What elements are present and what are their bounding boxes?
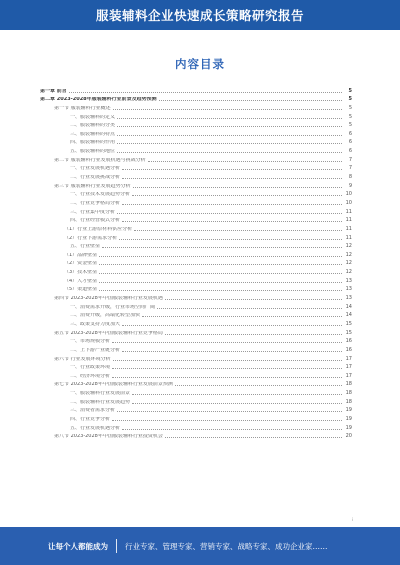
toc-entry[interactable] [40,258,352,267]
toc-leader-dots [142,316,342,317]
toc-leader-dots [117,152,342,153]
toc-leader-dots [113,360,342,361]
toc-entry-page: 18 [345,390,352,397]
toc-entry-label: 二、消费升级，高端化转型加快 [70,313,141,319]
toc-entry-label: 二、服装辅料行业发展趋势 [70,399,131,405]
toc-leader-dots [117,143,342,144]
toc-entry-page: 15 [345,329,352,336]
toc-entry[interactable] [40,327,352,336]
toc-leader-dots [99,256,342,257]
toc-entry-label: 二、服装辅料的分类 [70,123,116,129]
toc-entry-label: 第七节 2023-2028年中国服装辅料行业发展前景预测 [54,382,173,388]
toc-heading: 内容目录 [175,57,225,71]
toc-entry[interactable] [40,344,352,353]
toc-leader-dots [113,109,342,110]
toc-entry-page: 20 [345,433,352,440]
toc-entry-label: 四、行业经营模式分析 [70,218,121,224]
toc-entry[interactable] [40,145,352,154]
toc-entry-label: （1）品牌壁垒 [64,252,98,258]
toc-leader-dots [148,161,342,162]
toc-entry[interactable] [40,137,352,146]
toc-entry-label: 第六节 行业发展环境分析 [54,356,111,362]
toc-entry[interactable] [40,413,352,422]
toc-entry[interactable] [40,370,352,379]
toc-leader-dots [119,239,342,240]
toc-leader-dots [99,273,342,274]
toc-entry-page: 6 [348,148,352,155]
toc-entry-page: 17 [345,364,352,371]
table-of-contents [40,85,352,439]
toc-entry-page: 16 [345,338,352,345]
toc-entry[interactable] [40,362,352,371]
toc-leader-dots [112,368,342,369]
toc-entry-page: 5 [348,87,352,94]
toc-entry-label: 第一节 服装辅料行业概述 [54,105,111,111]
toc-entry-label: 二、行业竞争格局分析 [70,200,121,206]
toc-entry-page: 11 [345,217,352,224]
toc-entry[interactable] [40,120,352,129]
toc-entry-label: （4）人才壁垒 [64,278,98,284]
toc-leader-dots [112,377,342,378]
toc-entry[interactable] [40,310,352,319]
footer-slogan-right: 行业专家、管理专家、营销专家、战略专家、成功企业家…… [125,541,328,551]
toc-entry-label: 一、消费需求升级，行业市场空间广阔 [70,304,156,310]
toc-entry[interactable] [40,353,352,362]
toc-entry[interactable] [40,189,352,198]
toc-entry[interactable] [40,249,352,258]
toc-entry-label: 第一章 前言 [40,88,67,94]
toc-entry-label: 一、服装辅料的定义 [70,114,116,120]
toc-entry-page: 12 [345,251,352,258]
toc-leader-dots [102,247,342,248]
toc-entry[interactable] [40,111,352,120]
toc-entry-page: 15 [345,320,352,327]
toc-entry-label: 三、服装辅料的特点 [70,131,116,137]
toc-leader-dots [122,221,342,222]
toc-leader-dots [117,411,342,412]
footer-divider [116,539,117,553]
toc-entry-page: 9 [348,182,352,189]
toc-entry-page: 14 [345,312,352,319]
toc-leader-dots [122,169,342,170]
toc-leader-dots [122,325,342,326]
toc-entry-label: 四、行业竞争分析 [70,416,111,422]
toc-entry[interactable] [40,431,352,440]
toc-leader-dots [175,385,342,386]
toc-entry-page: 17 [345,355,352,362]
toc-entry-label: 二、行业发展挑战分析 [70,175,121,181]
toc-entry[interactable] [40,422,352,431]
toc-leader-dots [117,118,342,119]
toc-entry-page: 8 [348,174,352,181]
toc-entry-page: 6 [348,139,352,146]
toc-entry-page: 13 [345,277,352,284]
toc-entry-label: 五、行业壁垒 [70,244,101,250]
toc-leader-dots [122,429,342,430]
toc-entry-page: 16 [345,346,352,353]
toc-entry[interactable] [40,154,352,163]
toc-entry[interactable] [40,301,352,310]
toc-entry-page: 6 [348,130,352,137]
toc-entry-page: 10 [345,199,352,206]
toc-entry-label: 第三节 服装辅料行业发展趋势分析 [54,183,131,189]
toc-leader-dots [117,126,342,127]
toc-entry[interactable] [40,94,352,103]
toc-entry[interactable] [40,266,352,275]
toc-entry-page: 10 [345,191,352,198]
toc-entry[interactable] [40,128,352,137]
toc-entry[interactable] [40,171,352,180]
toc-entry-page: 19 [345,415,352,422]
toc-entry-page: 19 [345,424,352,431]
toc-entry-label: （2）资金壁垒 [64,261,98,267]
toc-entry[interactable] [40,241,352,250]
toc-entry[interactable] [40,232,352,241]
toc-leader-dots [69,92,342,93]
toc-leader-dots [112,420,342,421]
toc-leader-dots [117,135,342,136]
toc-entry-page: 12 [345,260,352,267]
toc-entry-label: 一、行业发展机遇分析 [70,166,121,172]
report-title: 服装辅料企业快速成长策略研究报告 [95,8,304,23]
toc-entry-page: 11 [345,234,352,241]
toc-leader-dots [165,334,342,335]
toc-entry-page: 5 [348,96,352,103]
toc-entry-page: 7 [348,165,352,172]
toc-entry-label: 四、服装辅料的作用 [70,140,116,146]
toc-entry-label: （3）技术壁垒 [64,270,98,276]
toc-entry-label: 第二章 2023-2028年服装辅料行业前景及趋势预测 [40,97,157,103]
toc-leader-dots [99,264,342,265]
toc-entry-page: 12 [345,243,352,250]
toc-entry-page: 13 [345,286,352,293]
toc-entry-page: 11 [345,208,352,215]
toc-entry[interactable] [40,85,352,94]
toc-leader-dots [165,437,342,438]
toc-entry-label: （1）行业上游原材料供应分析 [64,226,133,232]
toc-entry[interactable] [40,102,352,111]
toc-entry-page: 18 [345,398,352,405]
toc-entry-page: 18 [345,381,352,388]
toc-leader-dots [122,204,342,205]
toc-entry-label: 一、市场规模分析 [70,339,111,345]
toc-entry-label: 五、行业发展机遇分析 [70,425,121,431]
footer-slogan-left: 让每个人都能成为 [48,541,108,551]
toc-entry-label: 一、行业技术发展趋势分析 [70,192,131,198]
toc-entry[interactable] [40,387,352,396]
toc-entry-label: 一、服装辅料行业发展前景 [70,391,131,397]
toc-entry-page: 7 [348,156,352,163]
toc-entry-label: （5）渠道壁垒 [64,287,98,293]
toc-leader-dots [117,213,342,214]
toc-entry-label: 三、消费者需求分析 [70,408,116,414]
toc-entry-page: 19 [345,407,352,414]
footer-banner [0,527,400,565]
toc-entry-label: 第二节 服装辅料行业发展机遇与挑战分析 [54,157,146,163]
toc-entry-page: 14 [345,303,352,310]
toc-entry[interactable] [40,215,352,224]
toc-entry[interactable] [40,163,352,172]
toc-entry-label: 第四节 2023-2028年中国服装辅料行业发展机遇 [54,296,163,302]
toc-entry[interactable] [40,206,352,215]
toc-entry-page: 12 [345,269,352,276]
toc-leader-dots [122,178,342,179]
toc-entry[interactable] [40,197,352,206]
toc-entry-label: 第五节 2023-2028年中国服装辅料行业竞争格局 [54,330,163,336]
toc-entry[interactable] [40,396,352,405]
toc-leader-dots [134,230,342,231]
toc-entry[interactable] [40,275,352,284]
toc-entry-label: 二、上下游产业链分析 [70,347,121,353]
toc-leader-dots [132,195,342,196]
toc-entry[interactable] [40,405,352,414]
toc-leader-dots [99,290,342,291]
toc-leader-dots [99,282,342,283]
toc-leader-dots [132,403,342,404]
toc-entry-label: 第八节 2023-2028年中国服装辅料行业投资机会 [54,434,163,440]
toc-leader-dots [157,308,342,309]
toc-entry[interactable] [40,318,352,327]
toc-entry-page: 17 [345,372,352,379]
toc-entry-label: 二、经济环境分析 [70,373,111,379]
toc-entry-label: 三、行业集中度分析 [70,209,116,215]
toc-entry-page: 5 [348,104,352,111]
toc-entry[interactable] [40,292,352,301]
toc-entry[interactable] [40,336,352,345]
header-banner [0,0,400,30]
toc-entry-page: 13 [345,295,352,302]
toc-leader-dots [159,100,342,101]
toc-entry-page: 5 [348,113,352,120]
toc-leader-dots [122,351,342,352]
toc-entry-label: 一、行业政策环境 [70,365,111,371]
toc-entry[interactable] [40,379,352,388]
toc-entry-page: 5 [348,122,352,129]
toc-leader-dots [112,342,342,343]
page-number: i [351,517,353,522]
toc-entry[interactable] [40,284,352,293]
toc-entry-page: 11 [345,225,352,232]
toc-leader-dots [132,394,342,395]
toc-entry-label: 五、服装辅料的地位 [70,149,116,155]
toc-entry[interactable] [40,223,352,232]
toc-entry[interactable] [40,180,352,189]
toc-leader-dots [165,299,342,300]
toc-entry-label: 三、政策支持力度加大 [70,321,121,327]
toc-entry-label: （2）行业下游需求分析 [64,235,118,241]
toc-leader-dots [133,187,342,188]
